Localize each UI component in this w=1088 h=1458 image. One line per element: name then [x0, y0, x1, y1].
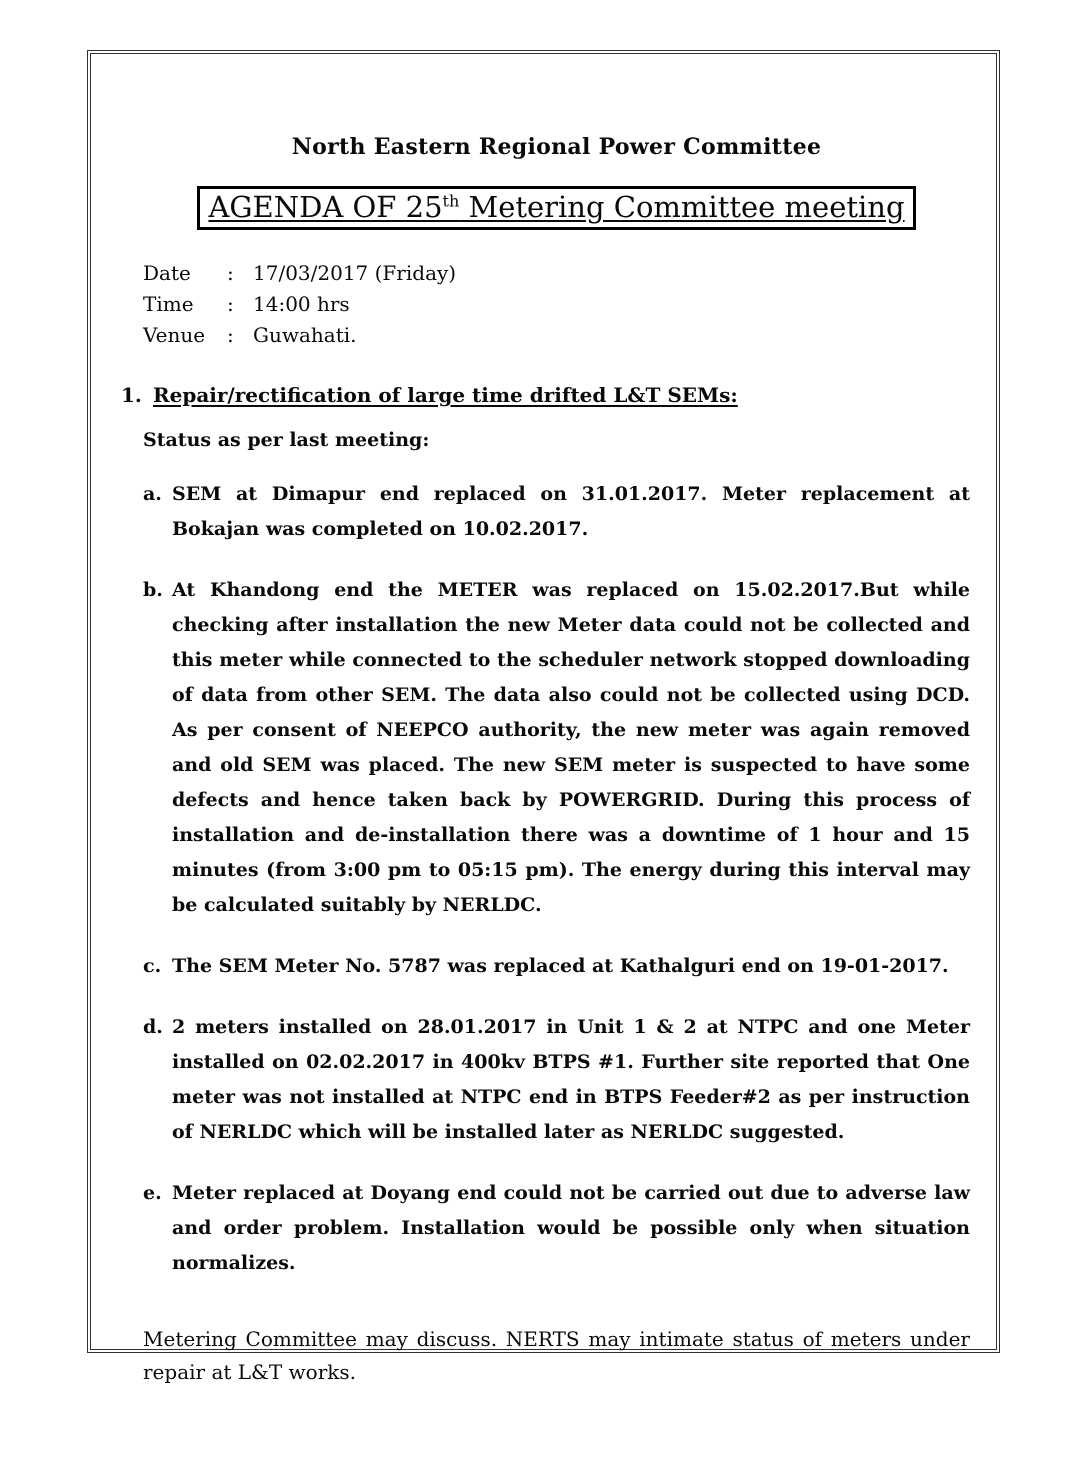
date-value: 17/03/2017 (Friday)	[253, 261, 457, 285]
list-item-a-marker: a.	[143, 483, 162, 505]
venue-separator: :	[227, 323, 234, 347]
list-item-b	[143, 573, 970, 923]
list-item-e	[143, 1176, 970, 1281]
list-item-c-marker: c.	[143, 955, 162, 977]
venue-label: Venue	[143, 323, 206, 347]
agenda-title-superscript: th	[442, 191, 460, 211]
meta-row-date	[143, 258, 970, 289]
list-item-b-text: At Khandong end the METER was replaced on 15.02.2017.But while checking after installation the new Meter data could not be collected and this meter while connected to the scheduler network stopped downloading of data from other SEM. The data also could not be collected using DCD. As per consent of NEEPCO authority, the new meter was again removed and old SEM was placed. The new SEM meter is suspected to have some defects and hence taken back by POWERGRID. During this process of installation and de-installation there was a downtime of 1 hour and 15 minutes (from 3:00 pm to 05:15 pm). The energy during this interval may be calculated suitably by NERLDC.	[172, 579, 970, 916]
list-item-e-marker: e.	[143, 1182, 162, 1204]
agenda-item-1-number: 1.	[121, 383, 142, 407]
meta-row-venue	[143, 320, 970, 351]
list-item-e-text: Meter replaced at Doyang end could not be carried out due to adverse law and order problem. Installation would be possible only when situation normalizes.	[172, 1182, 970, 1274]
organization-heading: North Eastern Regional Power Committee	[291, 134, 822, 160]
venue-value: Guwahati.	[253, 323, 357, 347]
list-item-c	[143, 949, 970, 984]
agenda-title-prefix: AGENDA OF 25	[208, 190, 443, 224]
list-item-d	[143, 1010, 970, 1150]
status-label: Status as per last meeting:	[143, 429, 430, 451]
title-row	[143, 186, 970, 230]
time-separator: :	[227, 292, 234, 316]
list-item-a	[143, 477, 970, 547]
meta-row-time	[143, 289, 970, 320]
list-item-a-text: SEM at Dimapur end replaced on 31.01.2017. Meter replacement at Bokajan was completed on 10.02.2017.	[172, 483, 970, 540]
list-item-b-marker: b.	[143, 579, 163, 601]
meeting-meta	[143, 258, 970, 351]
date-label: Date	[143, 261, 191, 285]
list-item-d-marker: d.	[143, 1016, 163, 1038]
agenda-item-1-heading	[121, 383, 970, 407]
agenda-title-box	[197, 186, 915, 230]
list-item-d-text: 2 meters installed on 28.01.2017 in Unit 1 & 2 at NTPC and one Meter installed on 02.02.2017 in 400kv BTPS #1. Further site reported that One meter was not installed at NTPC end in BTPS Feeder#2 as per instruction of NERLDC which will be installed later as NERLDC suggested.	[172, 1016, 970, 1143]
date-separator: :	[227, 261, 234, 285]
agenda-title-suffix: Metering Committee meeting	[459, 190, 905, 224]
list-item-c-text: The SEM Meter No. 5787 was replaced at Kathalguri end on 19-01-2017.	[172, 955, 949, 977]
closing-paragraph: Metering Committee may discuss. NERTS may intimate status of meters under repair at L&T works.	[143, 1327, 970, 1384]
page-content	[91, 134, 996, 1389]
document-page	[87, 50, 1000, 1384]
agenda-item-1-title: Repair/rectification of large time drifted L&T SEMs:	[153, 383, 738, 407]
time-value: 14:00 hrs	[253, 292, 350, 316]
time-label: Time	[143, 292, 194, 316]
